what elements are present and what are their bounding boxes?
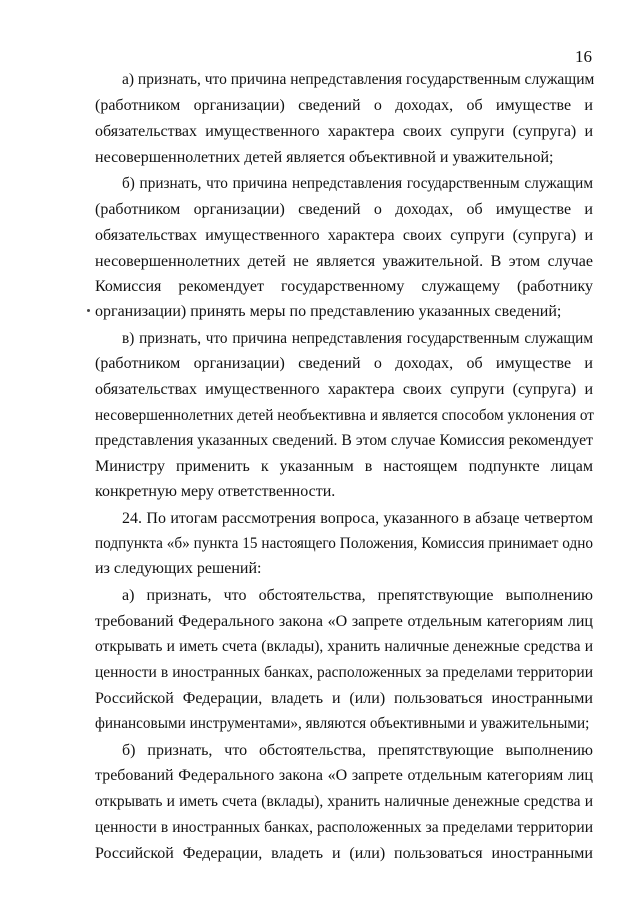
paragraph-line: ценности в иностранных банках, расположенных за пределами территории: [95, 664, 593, 681]
paragraph-line: из следующих решений:: [95, 560, 262, 577]
paragraph-line: открывать и иметь счета (вклады), хранить наличные денежные средства и: [95, 793, 593, 810]
paragraph-line: подпункта «б» пункта 15 настоящего Положения, Комиссия принимает одно: [95, 535, 593, 552]
paragraph-line: 24. По итогам рассмотрения вопроса, указанного в абзаце четвертом: [122, 510, 593, 527]
paragraph-line: (работником организации) сведений о доходах, об имуществе и: [95, 97, 593, 114]
page-number: 16: [575, 47, 592, 66]
paragraph-line: представления указанных сведений. В этом случае Комиссия рекомендует: [95, 432, 593, 449]
paragraph-line: организации) принять меры по представлению указанных сведений;: [95, 303, 562, 320]
paragraph-line: обязательствах имущественного характера своих супруги (супруга) и: [95, 123, 593, 140]
paragraph-line: Российской Федерации, владеть и (или) пользоваться иностранными: [95, 845, 593, 862]
paragraph-line: обязательствах имущественного характера своих супруги (супруга) и: [95, 227, 593, 244]
paragraph-line: Комиссия рекомендует государственному служащему (работнику: [95, 278, 593, 295]
paragraph-line: б) признать, что обстоятельства, препятствующие выполнению: [122, 742, 593, 759]
paragraph-line: несовершеннолетних детей не является уважительной. В этом случае: [95, 253, 593, 270]
paragraph-line: Российской Федерации, владеть и (или) пользоваться иностранными: [95, 690, 593, 707]
paragraph-line: конкретную меру ответственности.: [95, 483, 336, 500]
paragraph-line: (работником организации) сведений о доходах, об имуществе и: [95, 201, 593, 218]
scan-dot-mark: [87, 309, 90, 312]
paragraph-line: ценности в иностранных банках, расположенных за пределами территории: [95, 819, 593, 836]
paragraph-line: финансовыми инструментами», являются объективными и уважительными;: [95, 715, 590, 732]
paragraph-line: обязательствах имущественного характера своих супруги (супруга) и: [95, 381, 593, 398]
paragraph-line: б) признать, что причина непредставления государственным служащим: [122, 175, 593, 192]
paragraph-line: открывать и иметь счета (вклады), хранить наличные денежные средства и: [95, 638, 593, 655]
paragraph-line: Министру применить к указанным в настоящем подпункте лицам: [95, 458, 593, 475]
paragraph-line: требований Федерального закона «О запрете отдельным категориям лиц: [95, 613, 593, 630]
paragraph-line: несовершеннолетних детей является объективной и уважительной;: [95, 149, 554, 166]
paragraph-line: (работником организации) сведений о доходах, об имуществе и: [95, 355, 593, 372]
paragraph-line: несовершеннолетних детей необъективна и является способом уклонения от: [95, 407, 594, 424]
paragraph-line: а) признать, что обстоятельства, препятствующие выполнению: [122, 587, 593, 604]
paragraph-line: в) признать, что причина непредставления государственным служащим: [122, 330, 593, 347]
paragraph-line: а) признать, что причина непредставления государственным служащим: [122, 71, 595, 88]
paragraph-line: требований Федерального закона «О запрете отдельным категориям лиц: [95, 767, 593, 784]
